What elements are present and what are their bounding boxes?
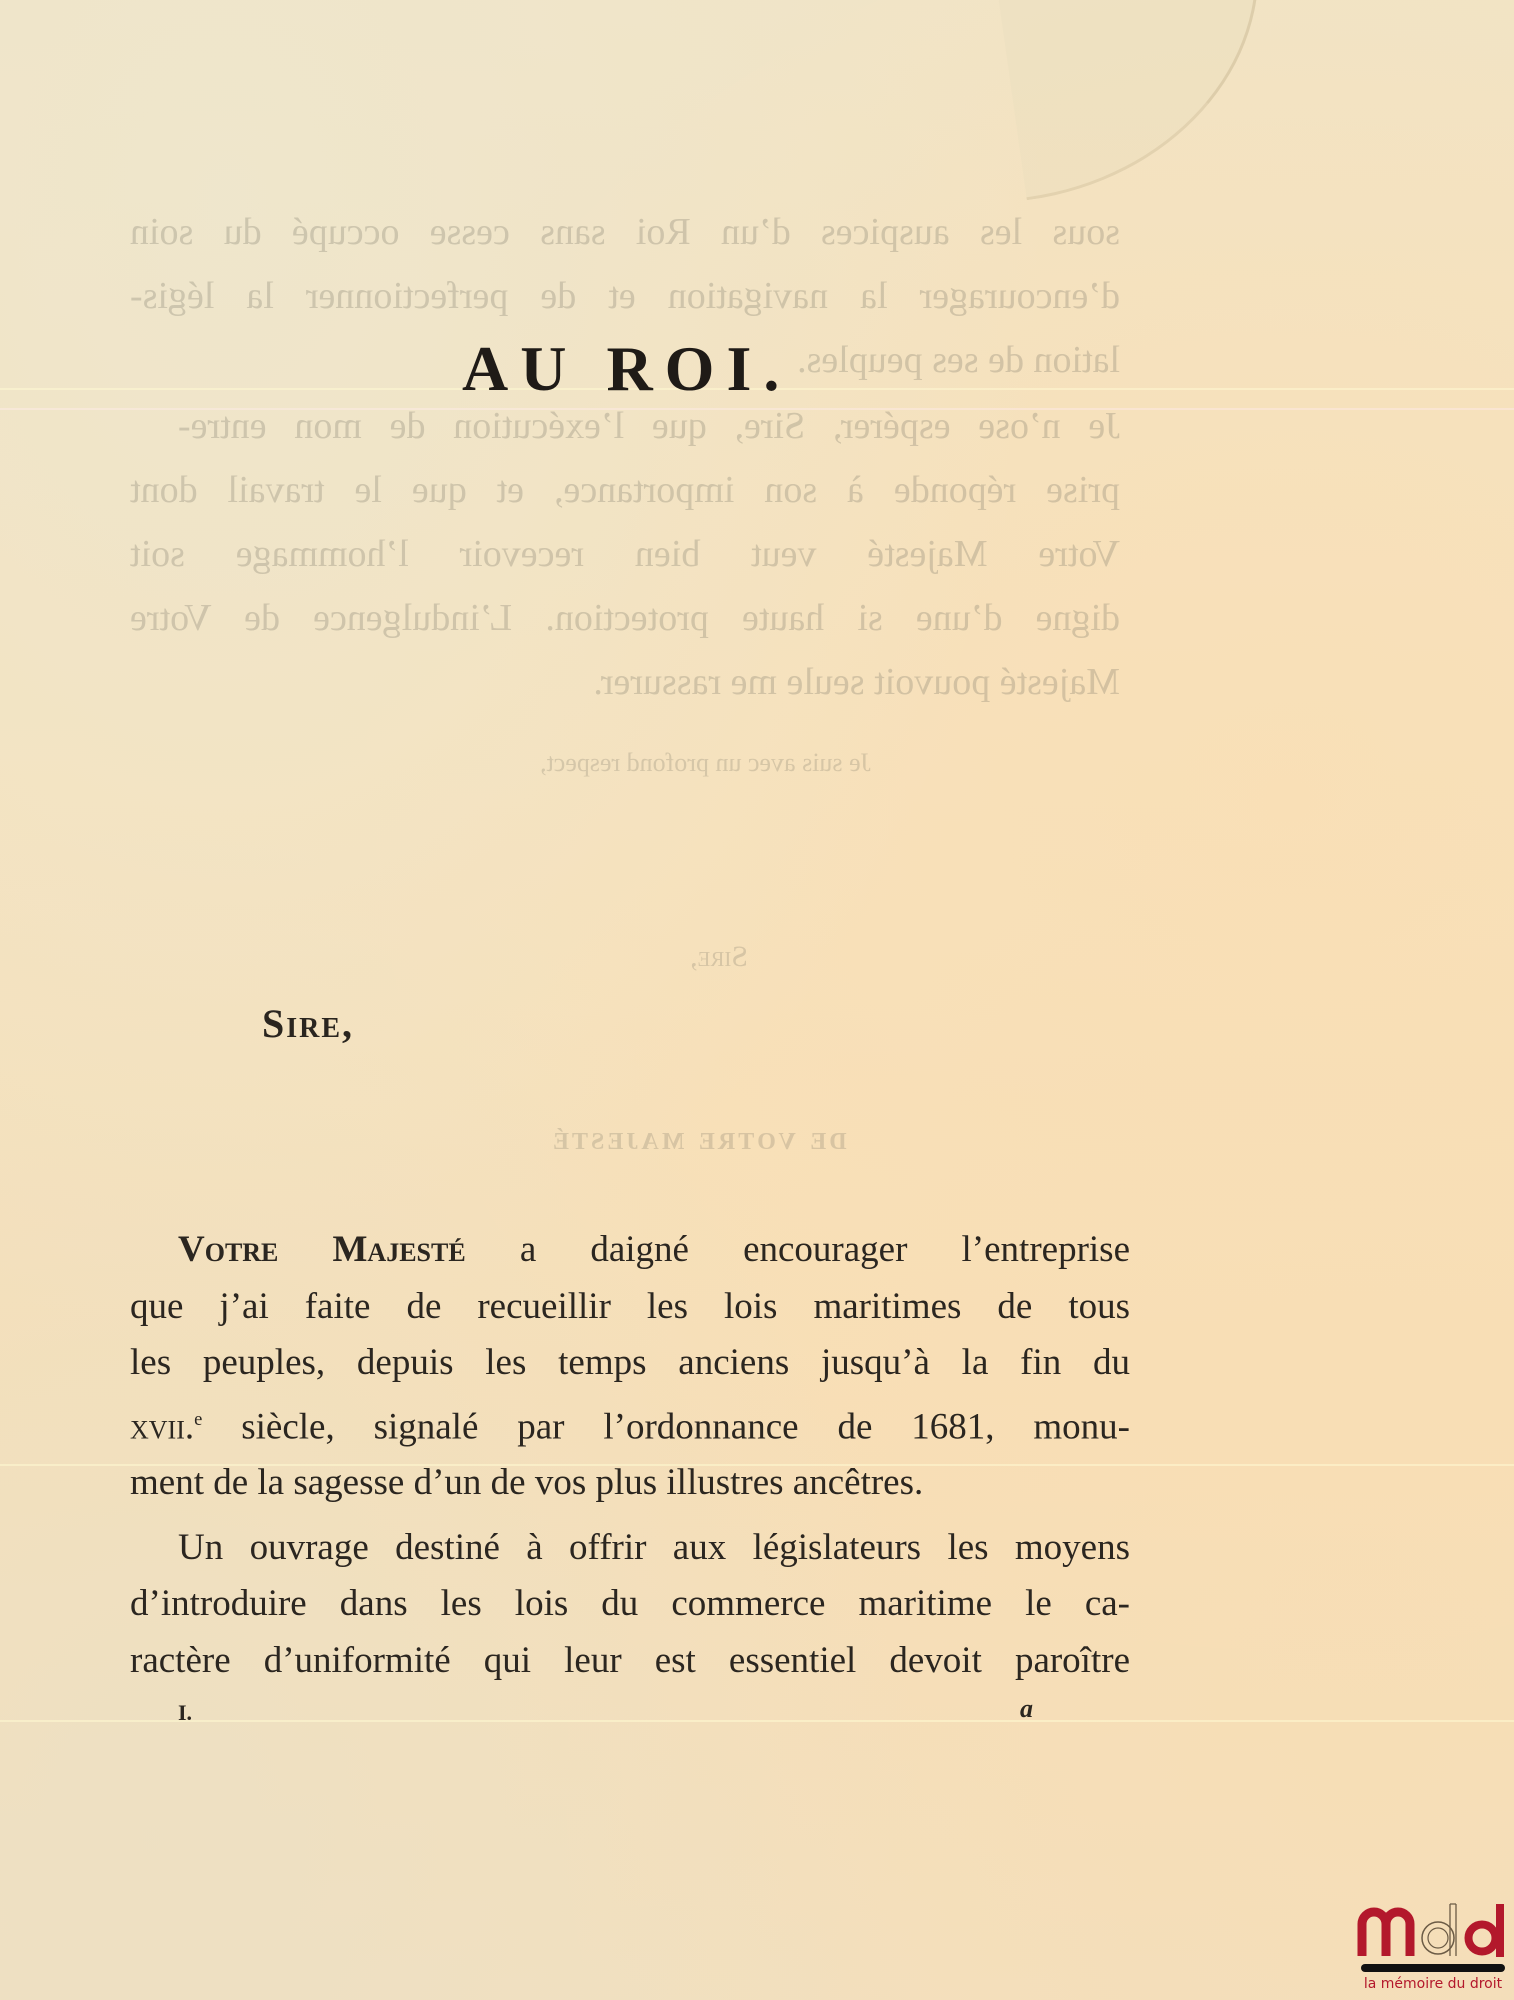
show-through-line: prise réponde à son importance, et que le travail dont [130, 469, 1120, 511]
text-span: siècle, signalé par l’ordonnance de 1681, monu- [202, 1405, 1130, 1447]
show-through-line: Je n’ose espérer, Sire, que l’exécution de mon entre- [178, 405, 1120, 447]
show-through-line: lation de ses peuples. [797, 339, 1120, 381]
superscript: e [194, 1409, 203, 1430]
show-through-salutation: Sire, [690, 940, 749, 973]
paragraph-2 [130, 1520, 1130, 1690]
show-through-line: d’encourager la navigation et de perfectionner la légis- [130, 275, 1120, 317]
show-through-closing: Je suis avec un profond respect, [540, 748, 871, 777]
century-numeral: xvii. [130, 1405, 195, 1447]
show-through-line: Votre Majesté veut bien recevoir l’hommage soit [130, 533, 1120, 575]
text-line: les peuples, depuis les temps anciens jusqu’à la fin du [130, 1342, 1130, 1383]
logo-bar [1361, 1964, 1505, 1972]
text-line: ractère d’uniformité qui leur est essentiel devoit paroître [130, 1639, 1130, 1681]
mdd-logo-icon [1356, 1900, 1510, 1958]
text-line: ment de la sagesse d’un de vos plus illustres ancêtres. [130, 1462, 924, 1504]
text-line: d’introduire dans les lois du commerce maritime le ca- [130, 1583, 1130, 1625]
text-line: Un ouvrage destiné à offrir aux législateurs les moyens [178, 1526, 1130, 1568]
scan-artifact-line [0, 1720, 1514, 1722]
small-caps-lead: Votre Majesté [178, 1229, 466, 1270]
volume-number: I. [178, 1700, 193, 1725]
page-title: AU ROI. [462, 333, 792, 404]
show-through-closing-2: de votre majesté [550, 1120, 847, 1157]
salutation: Sire, [262, 1001, 355, 1046]
show-through-text [130, 394, 1120, 714]
logo-tagline: la mémoire du droit [1363, 1976, 1503, 1992]
paragraph-1 [130, 1222, 1130, 1512]
mdd-logo [1356, 1900, 1510, 1996]
text-span: a daigné encourager l’entreprise [465, 1229, 1130, 1270]
show-through-line: digne d’une si haute protection. L’indulgence de Votre [130, 597, 1120, 639]
text-line [130, 1222, 1130, 1279]
text-line: que j’ai faite de recueillir les lois maritimes de tous [130, 1285, 1130, 1327]
signature-mark: a [1020, 1694, 1033, 1723]
page-fold-stain [996, 0, 1287, 200]
show-through-line: sous les auspices d’un Roi sans cesse occupé du soin [130, 211, 1120, 253]
show-through-line: Majesté pouvoit seule me rassurer. [593, 661, 1120, 703]
text-line [130, 1392, 1130, 1456]
body-text [130, 1222, 1130, 1689]
